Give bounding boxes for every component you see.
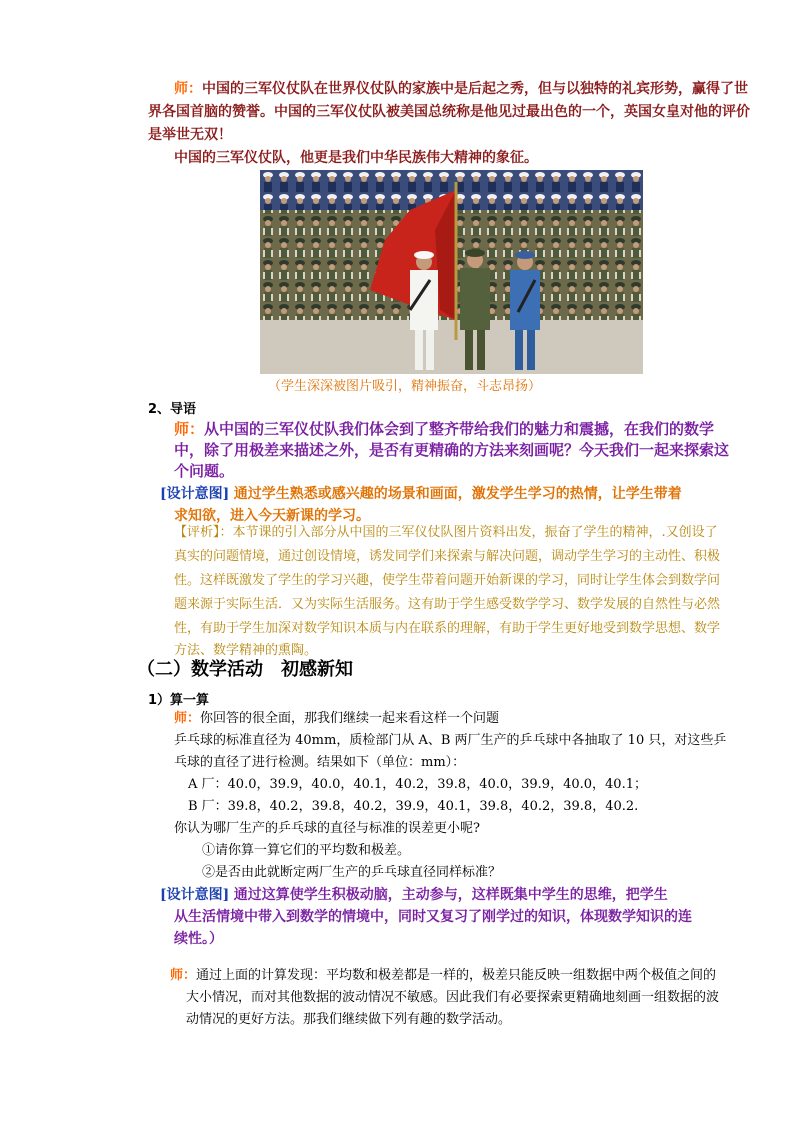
design-intent-label: [设计意图] (160, 486, 230, 502)
conclusion-text-1: 通过上面的计算发现：平均数和极差都是一样的，极差只能反映一组数据中两个极值之间的 (196, 968, 717, 983)
intro-line-4: 中国的三军仪仗队，他更是我们中华民族伟大精神的象征。 (174, 150, 538, 166)
review-line-2: 真实的问题情境，通过创设情境，诱发同学们来探索与解决问题，调动学生学习的主动性、积极 (174, 549, 721, 564)
intro-text-1: 中国的三军仪仗队在世界仪仗队的家族中是后起之秀，但与以独特的礼宾形势，赢得了世 (202, 81, 748, 97)
design-intent-2-line-1 (160, 884, 668, 906)
factory-b-data: B 厂：39.8，40.2，39.8，40.2，39.9，40.1，39.8，40.2，39.8，40.2. (188, 799, 639, 814)
design-intent-2-line-3: 续性。） (174, 931, 223, 947)
review-text-1: ：本节课的引入部分从中国的三军仪仗队图片资料出发，振奋了学生的精神，.又创设了 (219, 525, 718, 540)
section-guide-title: 2、导语 (148, 402, 197, 417)
photo-caption: （学生深深被图片吸引，精神振奋，斗志昂扬） (268, 379, 542, 394)
design-intent-1-line-1 (160, 483, 682, 505)
design-intent-2-line-2: 从生活情境中带入到数学的情境中，同时又复习了刚学过的知识，体现数学知识的连 (174, 909, 692, 925)
honor-guard-photo (260, 170, 643, 374)
question-ask-2: ②是否由此就断定两厂生产的乒乓球直径同样标准？ (202, 865, 502, 880)
design-intent-text-1: 通过学生熟悉或感兴趣的场景和画面，激发学生学习的热情，让学生带着 (233, 486, 682, 502)
conclusion-line-2: 大小情况，而对其他数据的波动情况不敏感。因此我们有必要探索更精确地刻画一组数据的波 (186, 990, 720, 1005)
design-intent-2-text-1: 通过这算使学生积极动脑，主动参与，这样既集中学生的思维，把学生 (233, 887, 668, 903)
question-line-1: 乒乓球的标准直径为 40mm，质检部门从 A、B 两厂生产的乒乓球中各抽取了 10 只，对这些乒 (174, 733, 727, 748)
teacher-line-1 (174, 708, 499, 730)
guide-text-1: 从中国的三军仪仗队我们体会到了整齐带给我们的魅力和震撼，在我们的数学 (204, 420, 715, 438)
teacher-label: 师： (174, 420, 205, 438)
teacher-label: 师： (174, 711, 201, 726)
conclusion-line-3: 动情况的更好方法。那我们继续做下列有趣的数学活动。 (186, 1012, 512, 1027)
section-two-sub: 1）算一算 (148, 693, 210, 708)
review-label: 【评析】 (174, 525, 220, 540)
factory-a-data: A 厂：40.0，39.9，40.0，40.1，40.2，39.8，40.0，39.9，40.0，40.1； (188, 777, 647, 792)
section-two-heading: （二）数学活动 初感新知 (137, 659, 353, 680)
question-ask: 你认为哪厂生产的乒乓球的直径与标准的误差更小呢? (174, 821, 480, 836)
question-line-2: 乓球的直径了进行检测。结果如下（单位：mm）： (174, 755, 466, 770)
design-intent-1-line-2: 求知欲，进入今天新课的学习。 (174, 508, 370, 524)
teacher-line-2 (170, 965, 716, 987)
review-line-4: 题来源于实际生活．又为实际生活服务。这有助于学生感受数学学习、数学发展的自然性与必然 (174, 597, 721, 612)
review-line-3: 性。这样既激发了学生的学习兴趣，使学生带着问题开始新课的学习，同时让学生体会到数学问 (174, 573, 721, 588)
review-line-5: 性，有助于学生加深对数学知识本质与内在联系的理解，有助于学生更好地受到数学思想、数学 (174, 621, 721, 636)
intro-line-1 (174, 78, 748, 100)
review-line-1 (174, 522, 718, 544)
guide-line-2: 中，除了用极差来描述之外，是否有更精确的方法来刻画呢？今天我们一起来探索这 (174, 441, 730, 459)
teacher-text-1: 你回答的很全面，那我们继续一起来看这样一个问题 (200, 711, 500, 726)
teacher-label: 师： (170, 968, 197, 983)
teacher-label: 师： (174, 81, 202, 97)
guide-line-1 (174, 418, 714, 440)
question-ask-1: ①请你算一算它们的平均数和极差。 (202, 843, 411, 858)
review-line-6: 方法、数学精神的熏陶。 (174, 643, 318, 658)
design-intent-label: [设计意图] (160, 887, 230, 903)
guide-line-3: 个问题。 (174, 462, 235, 480)
intro-line-2: 界各国首脑的赞誉。中国的三军仪仗队被美国总统称是他见过最出色的一个，英国女皇对他的评价 (148, 104, 750, 120)
intro-line-3: 是举世无双！ (148, 127, 232, 143)
